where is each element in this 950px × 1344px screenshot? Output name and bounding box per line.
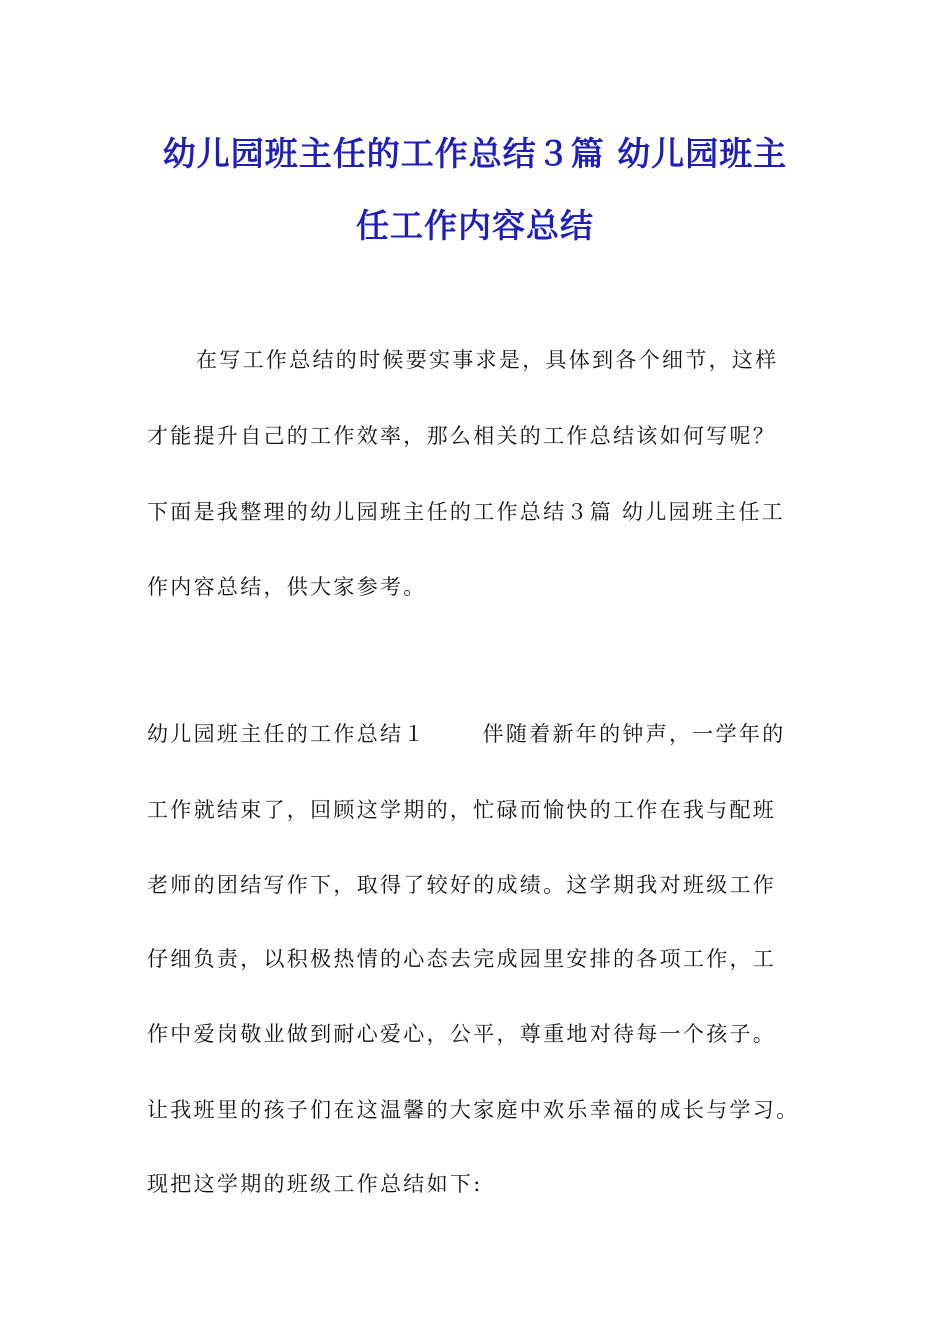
section-1-line-3: 老师的团结写作下，取得了较好的成绩。这学期我对班级工作 (147, 873, 777, 897)
section-1-heading: 幼儿园班主任的工作总结１ (147, 722, 427, 746)
intro-line-1: 在写工作总结的时候要实事求是，具体到各个细节，这样 (196, 348, 779, 372)
section-1-line-7: 现把这学期的班级工作总结如下: (147, 1172, 483, 1196)
section-1-line-5: 作中爱岗敬业做到耐心爱心，公平，尊重地对待每一个孩子。 (147, 1022, 777, 1046)
section-1-line-6: 让我班里的孩子们在这温馨的大家庭中欢乐幸福的成长与学习。 (147, 1098, 800, 1122)
section-1-first-text: 伴随着新年的钟声，一学年的 (482, 722, 786, 746)
intro-line-2: 才能提升自己的工作效率，那么相关的工作总结该如何写呢？ (147, 424, 777, 448)
section-1-first-line (147, 720, 786, 748)
document-title-line-2: 任工作内容总结 (356, 206, 594, 245)
section-1-line-2: 工作就结束了，回顾这学期的，忙碌而愉快的工作在我与配班 (147, 798, 777, 822)
document-title-line-1: 幼儿园班主任的工作总结３篇 幼儿园班主 (162, 134, 788, 173)
section-1-line-4: 仔细负责，以积极热情的心态去完成园里安排的各项工作，工 (147, 947, 777, 971)
intro-line-4: 作内容总结，供大家参考。 (147, 575, 427, 599)
intro-line-3: 下面是我整理的幼儿园班主任的工作总结３篇 幼儿园班主任工 (147, 500, 786, 524)
